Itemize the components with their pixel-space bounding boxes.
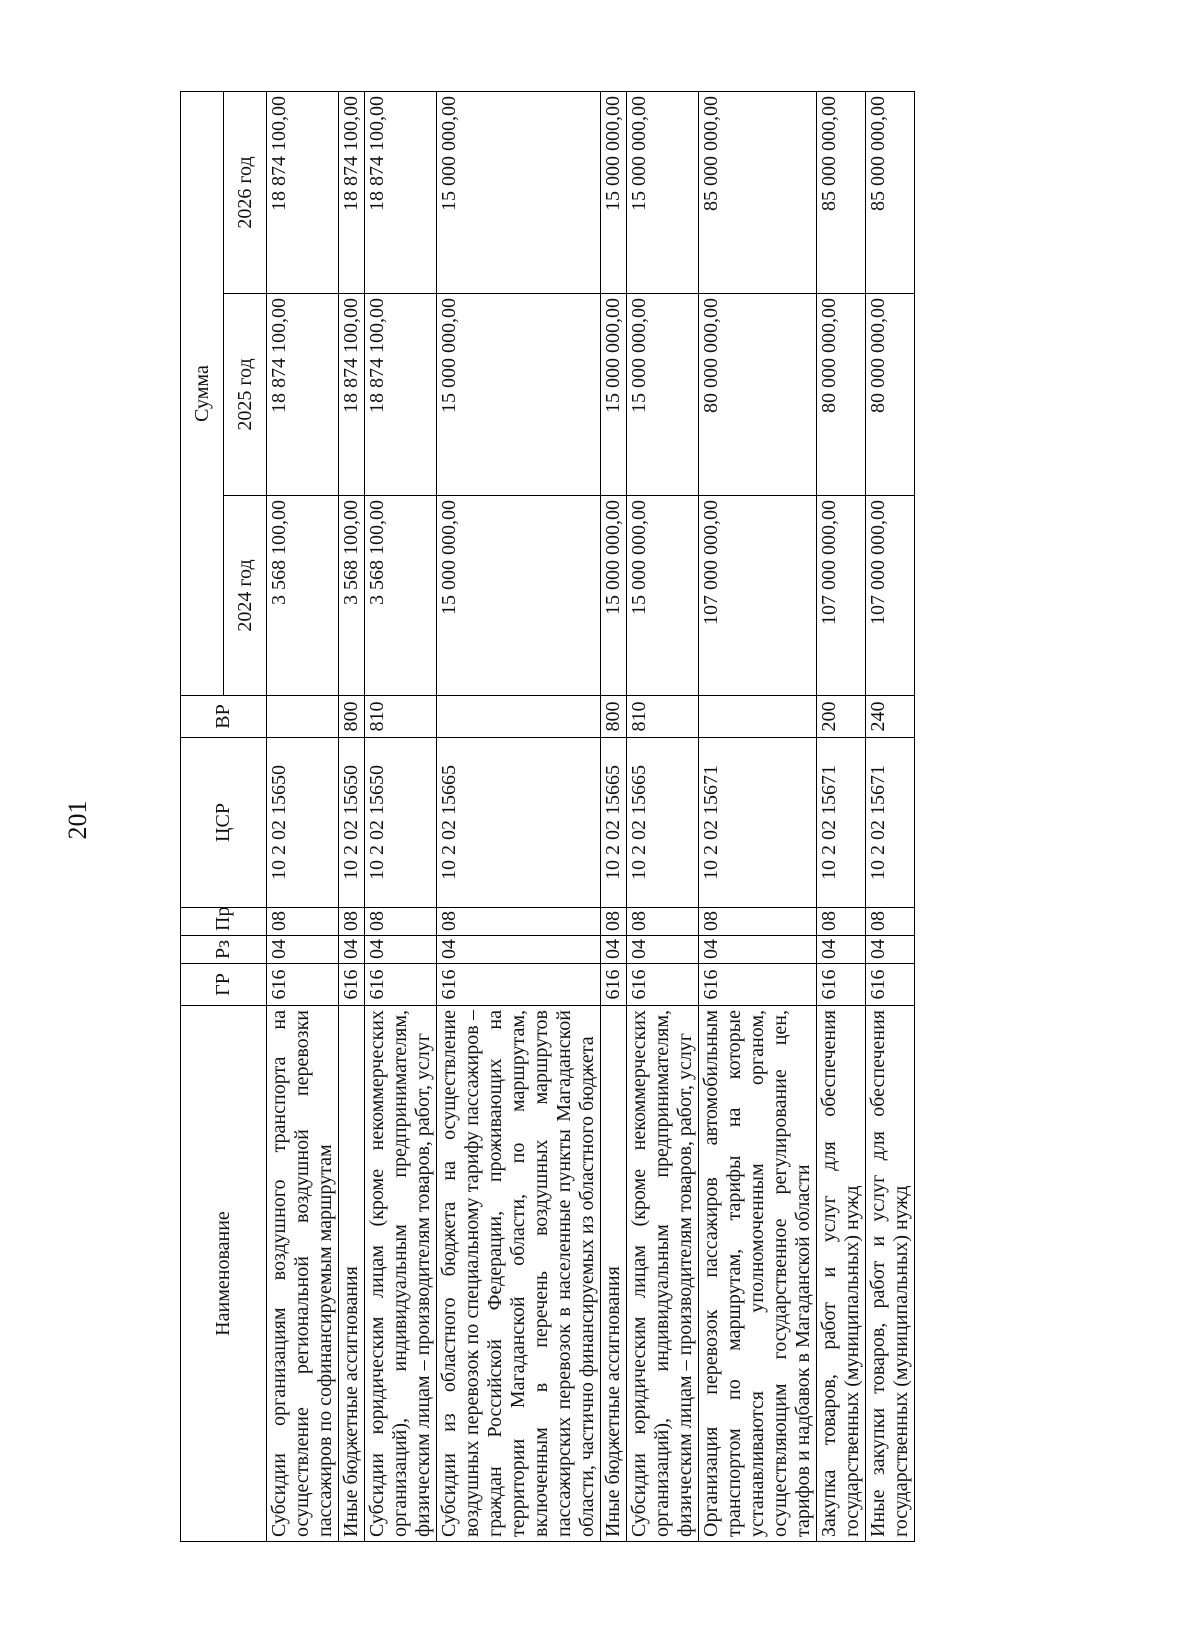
row-name: Субсидии юридическим лицам (кроме некоммерческих организаций), индивидуальным предпринимателям, физическим лицам – производителям товаров, работ, услуг: [627, 1006, 699, 1542]
row-gr: 616: [699, 964, 817, 1006]
row-csr: 10 2 02 15665: [627, 738, 699, 908]
row-amount-2025: 18 874 100,00: [267, 294, 339, 496]
header-name: Наименование: [181, 1006, 267, 1542]
row-vr: 810: [627, 696, 699, 738]
table-row: [267, 91, 339, 1541]
table-row: [699, 91, 817, 1541]
row-amount-2024: 15 000 000,00: [627, 496, 699, 696]
row-csr: 10 2 02 15671: [817, 738, 866, 908]
row-amount-2025: 15 000 000,00: [437, 294, 601, 496]
row-vr: [437, 696, 601, 738]
row-gr: 616: [817, 964, 866, 1006]
row-amount-2025: 80 000 000,00: [699, 294, 817, 496]
header-year-2026: 2026 год: [224, 91, 267, 293]
row-pr: 08: [699, 908, 817, 936]
row-vr: [267, 696, 339, 738]
row-csr: 10 2 02 15650: [339, 738, 365, 908]
row-pr: 08: [817, 908, 866, 936]
row-pr: 08: [365, 908, 437, 936]
table-row: [866, 91, 915, 1541]
row-amount-2024: 3 568 100,00: [365, 496, 437, 696]
header-year-2024: 2024 год: [224, 496, 267, 696]
row-amount-2026: 85 000 000,00: [866, 91, 915, 293]
row-rz: 04: [437, 936, 601, 964]
row-name: Иные бюджетные ассигнования: [339, 1006, 365, 1542]
table-header: [181, 91, 267, 1541]
table-body: [267, 91, 915, 1541]
row-rz: 04: [699, 936, 817, 964]
row-vr: [699, 696, 817, 738]
header-csr: ЦСР: [181, 738, 267, 908]
row-amount-2026: 18 874 100,00: [339, 91, 365, 293]
row-name: Субсидии из областного бюджета на осуществление воздушных перевозок по специальному тарифу пассажиров – граждан Российской Федерации, проживающих на территории Магаданской области, по маршрутам, включенным в перечень воздушных маршрутов пассажирских перевозок в населенные пункты Магаданской области, частично финансируемых из областного бюджета: [437, 1006, 601, 1542]
row-gr: 616: [601, 964, 627, 1006]
table-row: [627, 91, 699, 1541]
row-vr: 240: [866, 696, 915, 738]
header-gr: ГР: [181, 964, 267, 1006]
table-row: [601, 91, 627, 1541]
row-amount-2025: 18 874 100,00: [365, 294, 437, 496]
row-amount-2025: 15 000 000,00: [627, 294, 699, 496]
row-amount-2026: 85 000 000,00: [699, 91, 817, 293]
row-amount-2024: 3 568 100,00: [339, 496, 365, 696]
row-amount-2024: 107 000 000,00: [866, 496, 915, 696]
header-vr: ВР: [181, 696, 267, 738]
row-amount-2026: 18 874 100,00: [267, 91, 339, 293]
row-csr: 10 2 02 15671: [699, 738, 817, 908]
table-row: [365, 91, 437, 1541]
header-rz: Рз: [181, 936, 267, 964]
row-name: Закупка товаров, работ и услуг для обеспечения государственных (муниципальных) нужд: [817, 1006, 866, 1542]
row-amount-2026: 15 000 000,00: [601, 91, 627, 293]
row-name: Иные бюджетные ассигнования: [601, 1006, 627, 1542]
row-amount-2026: 85 000 000,00: [817, 91, 866, 293]
row-amount-2026: 15 000 000,00: [437, 91, 601, 293]
row-csr: 10 2 02 15665: [601, 738, 627, 908]
row-amount-2024: 15 000 000,00: [437, 496, 601, 696]
row-name: Организация перевозок пассажиров автомобильным транспортом по маршрутам, тарифы на которые устанавливаются уполномоченным органом, осуществляющим государственное регулирование цен, тарифов и надбавок в Магаданской области: [699, 1006, 817, 1542]
table-row: [817, 91, 866, 1541]
row-amount-2026: 18 874 100,00: [365, 91, 437, 293]
row-name: Субсидии юридическим лицам (кроме некоммерческих организаций), индивидуальным предпринимателям, физическим лицам – производителям товаров, работ, услуг: [365, 1006, 437, 1542]
header-pr: Пр: [181, 908, 267, 936]
row-rz: 04: [339, 936, 365, 964]
row-gr: 616: [866, 964, 915, 1006]
row-csr: 10 2 02 15671: [866, 738, 915, 908]
row-amount-2024: 15 000 000,00: [601, 496, 627, 696]
row-pr: 08: [601, 908, 627, 936]
row-vr: 200: [817, 696, 866, 738]
row-rz: 04: [627, 936, 699, 964]
row-name: Иные закупки товаров, работ и услуг для обеспечения государственных (муниципальных) нужд: [866, 1006, 915, 1542]
budget-table: [180, 91, 915, 1542]
row-rz: 04: [267, 936, 339, 964]
row-rz: 04: [601, 936, 627, 964]
row-vr: 800: [601, 696, 627, 738]
page-number: 201: [63, 800, 92, 840]
row-amount-2025: 80 000 000,00: [817, 294, 866, 496]
row-pr: 08: [627, 908, 699, 936]
row-amount-2026: 15 000 000,00: [627, 91, 699, 293]
rotated-table-container: [180, 92, 1060, 1542]
header-year-2025: 2025 год: [224, 294, 267, 496]
row-rz: 04: [866, 936, 915, 964]
row-gr: 616: [365, 964, 437, 1006]
row-pr: 08: [866, 908, 915, 936]
row-gr: 616: [267, 964, 339, 1006]
row-name: Субсидии организациям воздушного транспорта на осуществление региональной воздушной перевозки пассажиров по софинансируемым маршрутам: [267, 1006, 339, 1542]
row-csr: 10 2 02 15665: [437, 738, 601, 908]
row-csr: 10 2 02 15650: [365, 738, 437, 908]
row-gr: 616: [339, 964, 365, 1006]
row-pr: 08: [267, 908, 339, 936]
row-amount-2024: 107 000 000,00: [817, 496, 866, 696]
table-row: [437, 91, 601, 1541]
row-pr: 08: [437, 908, 601, 936]
row-amount-2025: 15 000 000,00: [601, 294, 627, 496]
row-amount-2025: 18 874 100,00: [339, 294, 365, 496]
row-rz: 04: [817, 936, 866, 964]
row-gr: 616: [627, 964, 699, 1006]
row-amount-2025: 80 000 000,00: [866, 294, 915, 496]
row-gr: 616: [437, 964, 601, 1006]
header-sum: Сумма: [181, 91, 224, 695]
row-vr: 800: [339, 696, 365, 738]
row-rz: 04: [365, 936, 437, 964]
row-pr: 08: [339, 908, 365, 936]
row-vr: 810: [365, 696, 437, 738]
table-row: [339, 91, 365, 1541]
row-amount-2024: 107 000 000,00: [699, 496, 817, 696]
row-amount-2024: 3 568 100,00: [267, 496, 339, 696]
row-csr: 10 2 02 15650: [267, 738, 339, 908]
